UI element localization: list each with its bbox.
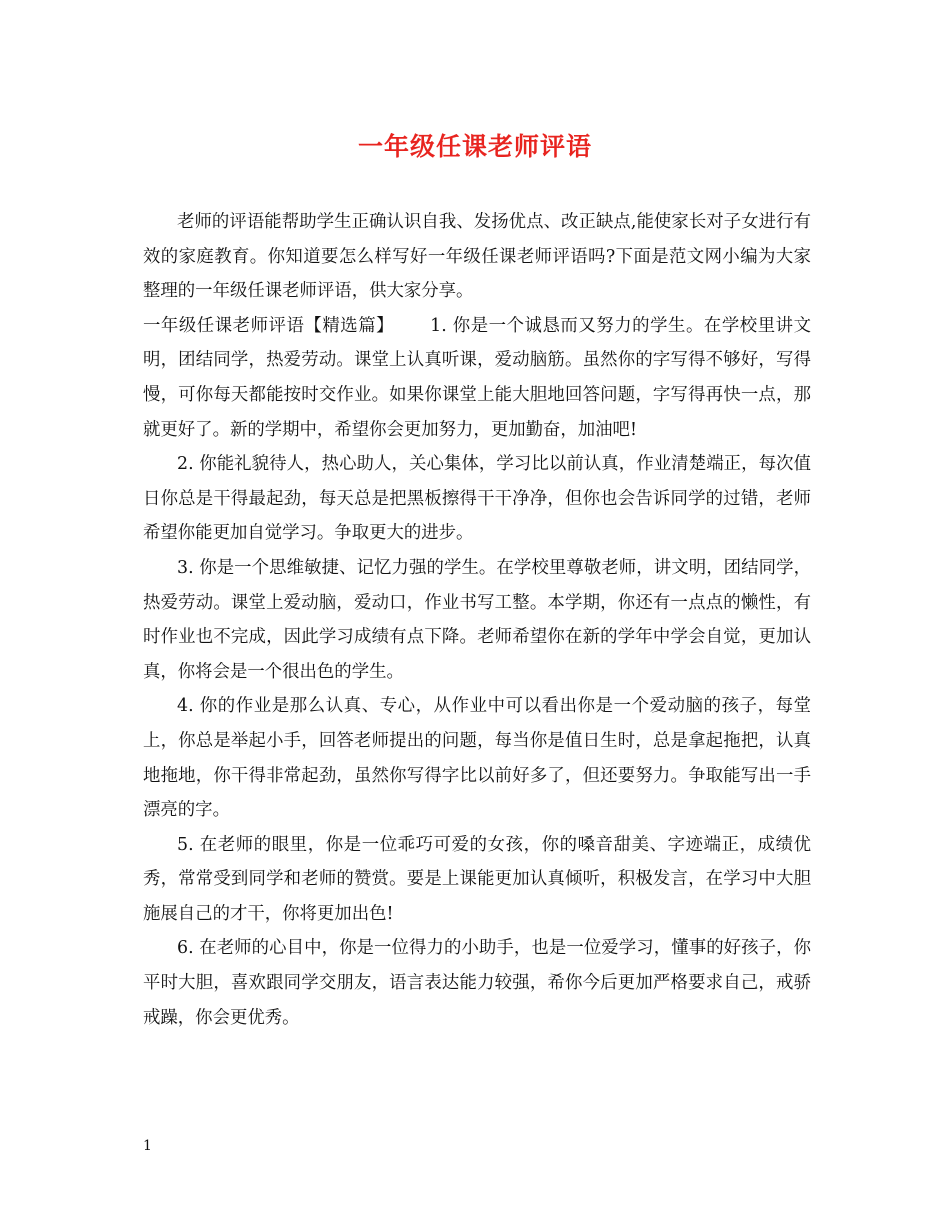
comment-item: 3. 你是一个思维敏捷、记忆力强的学生。在学校里尊敬老师，讲文明，团结同学，热爱劳动。课堂上爱动脑，爱动口，作业书写工整。本学期，你还有一点点的懒性，有时作业也不完成，因此学习成绩有点下降。老师希望你在新的学年中学会自觉，更加认真，你将会是一个很出色的学生。 <box>143 557 811 682</box>
intro-paragraph: 老师的评语能帮助学生正确认识自我、发扬优点、改正缺点,能使家长对子女进行有效的家庭教育。你知道要怎么样写好一年级任课老师评语吗?下面是范文网小编为大家整理的一年级任课老师评语，供大家分享。 <box>143 212 811 302</box>
section-first-paragraph <box>143 309 811 447</box>
comment-item: 2. 你能礼貌待人，热心助人，关心集体，学习比以前认真，作业清楚端正，每次值日你总是干得最起劲，每天总是把黑板擦得干干净净，但你也会告诉同学的过错，老师希望你能更加自觉学习。争取更大的进步。 <box>143 454 811 544</box>
comment-item: 1. 你是一个诚恳而又努力的学生。在学校里讲文明，团结同学，热爱劳动。课堂上认真听课，爱动脑筋。虽然你的字写得不够好，写得慢，可你每天都能按时交作业。如果你课堂上能大胆地回答问题，字写得再快一点，那就更好了。新的学期中，希望你会更加努力，更加勤奋，加油吧! <box>143 315 811 440</box>
section-heading: 一年级任课老师评语【精选篇】 <box>143 315 395 336</box>
document-title: 一年级任课老师评语 <box>357 132 592 161</box>
document-body <box>143 205 811 1035</box>
comment-item: 5. 在老师的眼里，你是一位乖巧可爱的女孩，你的嗓音甜美、字迹端正，成绩优秀，常常受到同学和老师的赞赏。要是上课能更加认真倾听，积极发言，在学习中大胆施展自己的才干，你将更加出色! <box>143 834 811 924</box>
page-number: 1 <box>143 1138 152 1154</box>
comment-item: 4. 你的作业是那么认真、专心，从作业中可以看出你是一个爱动脑的孩子，每堂上，你总是举起小手，回答老师提出的问题，每当你是值日生时，总是拿起拖把，认真地拖地，你干得非常起劲，虽然你写得字比以前好多了，但还要努力。争取能写出一手漂亮的字。 <box>143 696 811 821</box>
comment-item: 6. 在老师的心目中，你是一位得力的小助手，也是一位爱学习，懂事的好孩子，你平时大胆，喜欢跟同学交朋友，语言表达能力较强，希你今后更加严格要求自己，戒骄戒躁，你会更优秀。 <box>143 938 811 1028</box>
